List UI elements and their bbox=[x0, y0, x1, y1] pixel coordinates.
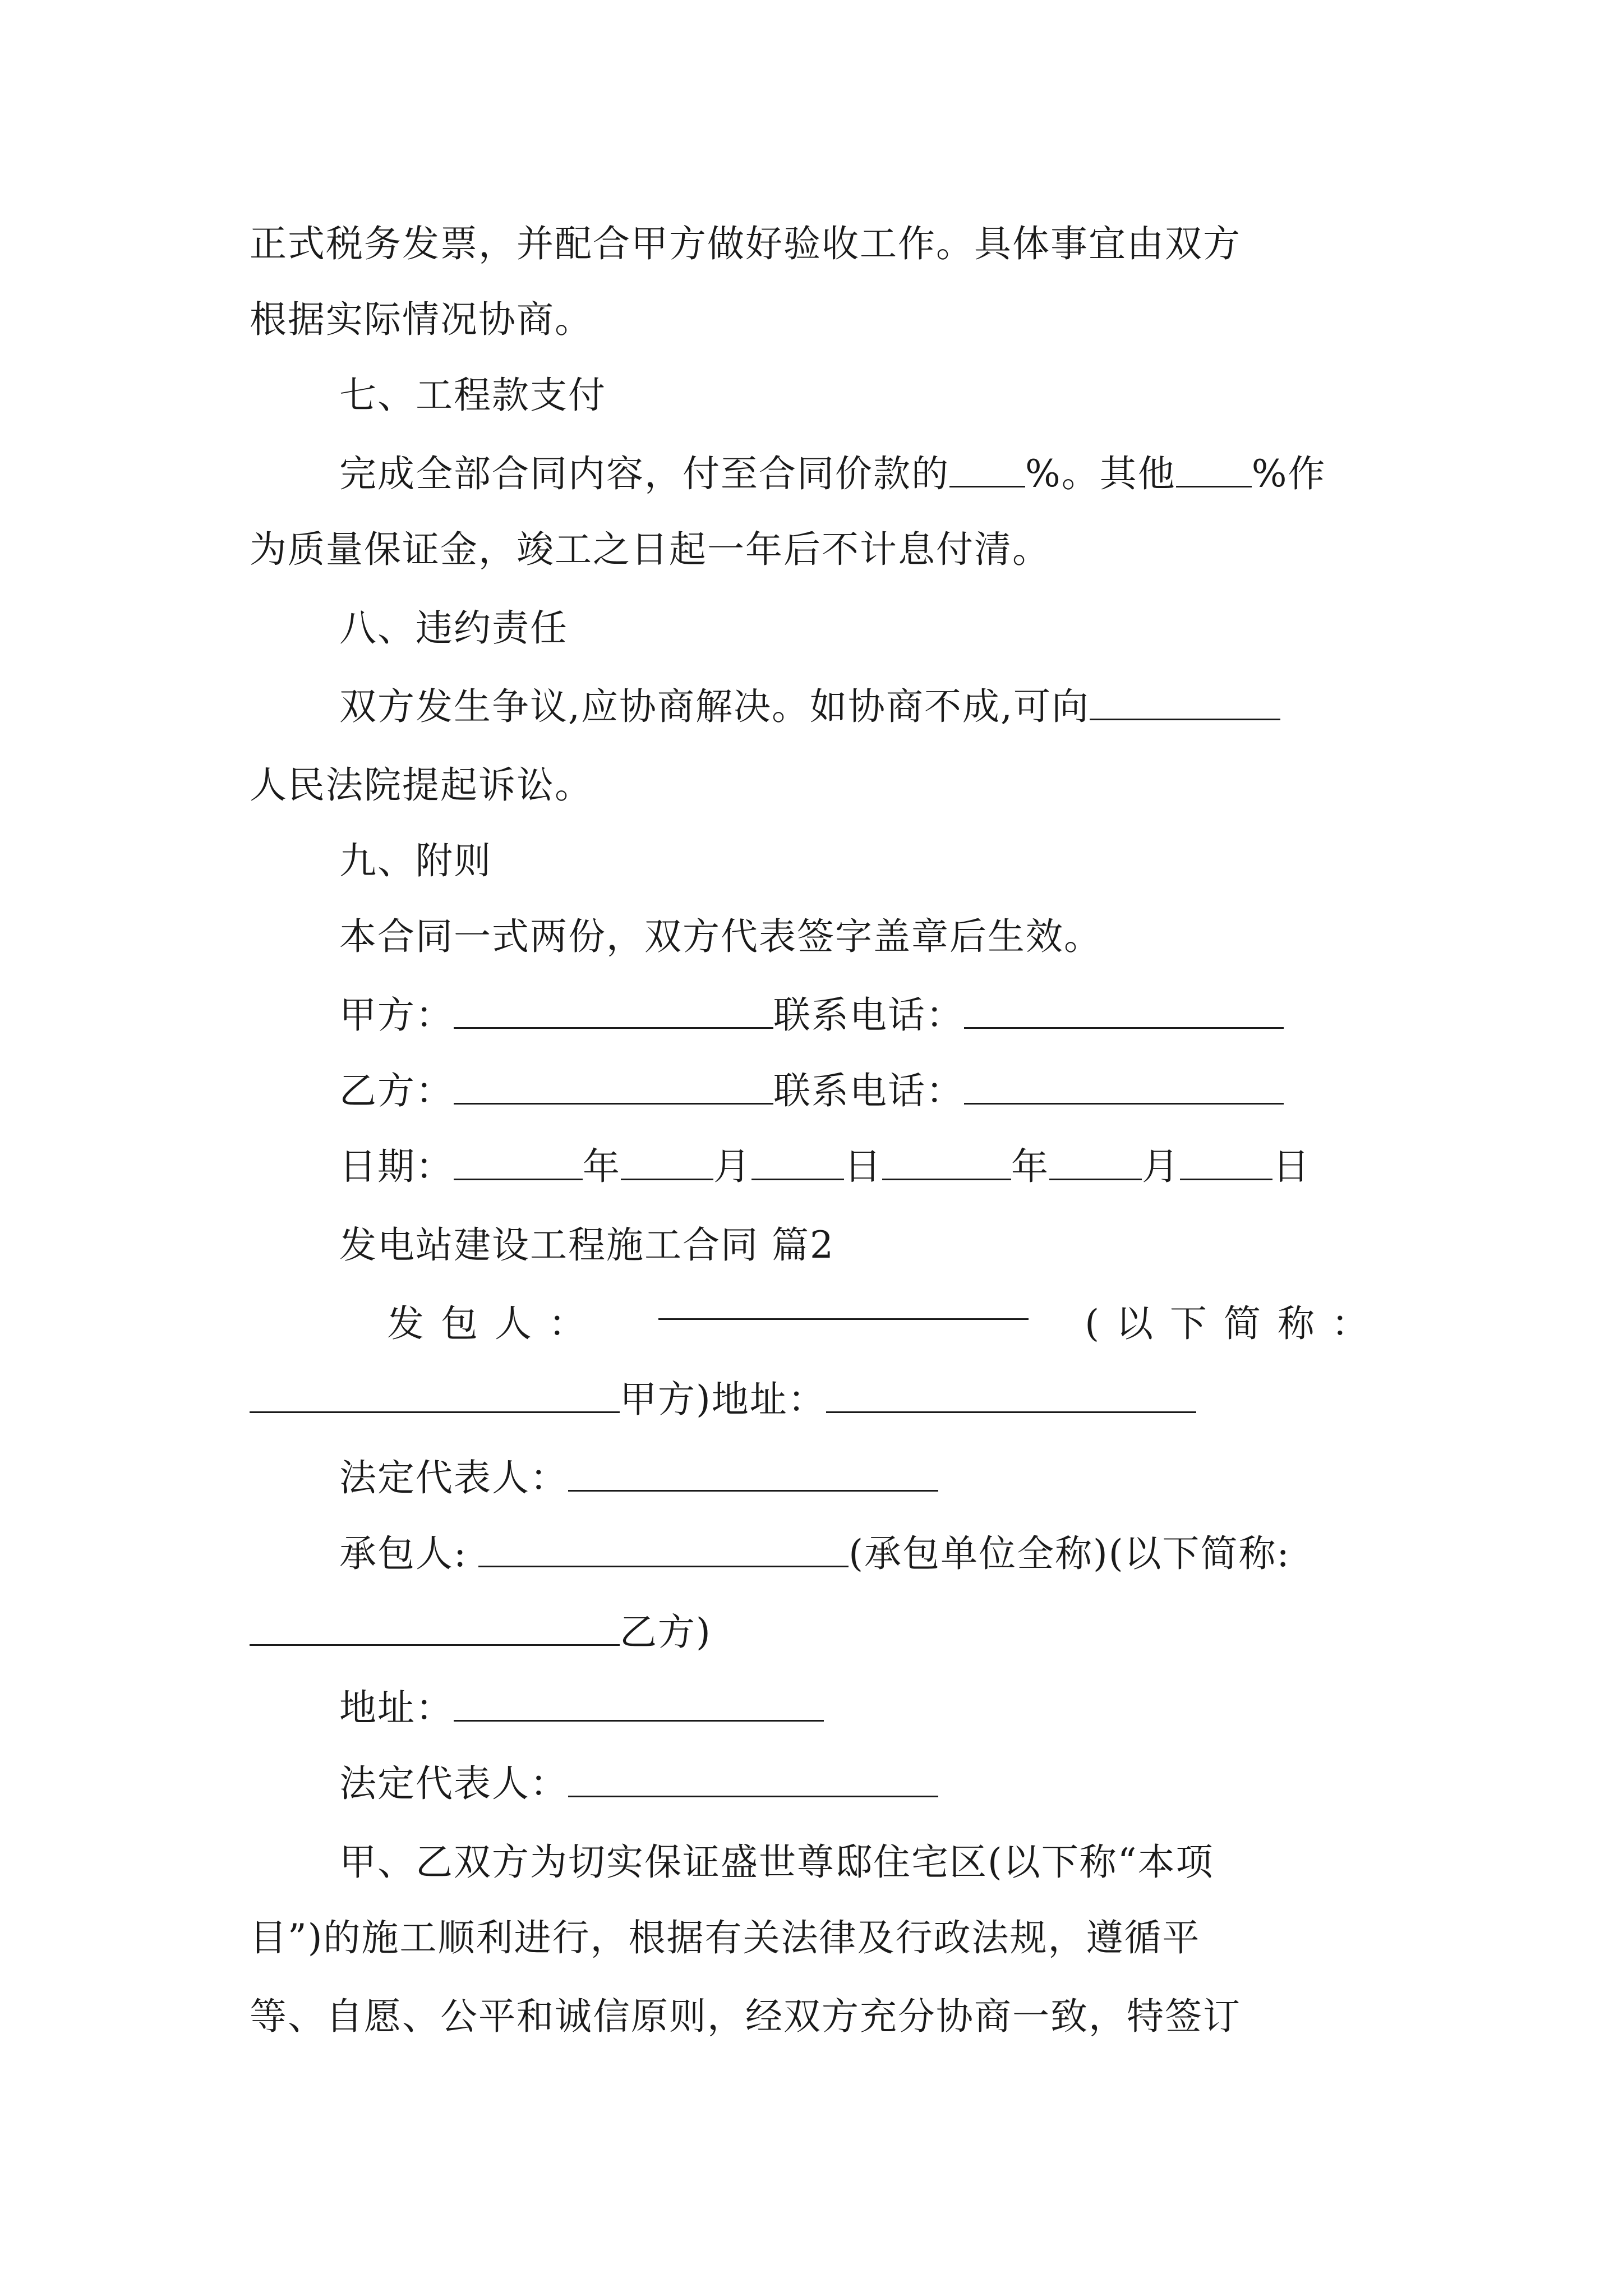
month-label: 月 bbox=[713, 1145, 751, 1188]
address-field[interactable] bbox=[454, 1686, 824, 1722]
month-label: 月 bbox=[1142, 1145, 1180, 1188]
contractor-label: 承包人: bbox=[339, 1532, 468, 1575]
address-field[interactable] bbox=[826, 1378, 1196, 1413]
abbrev-field[interactable] bbox=[250, 1611, 620, 1646]
month-field[interactable] bbox=[621, 1145, 713, 1180]
month-field[interactable] bbox=[1049, 1145, 1142, 1180]
legal-rep-label: 法定代表人： bbox=[339, 1762, 568, 1805]
year-field[interactable] bbox=[882, 1145, 1011, 1180]
party-a-label: 甲方： bbox=[339, 993, 454, 1037]
employer-label: 发包人： bbox=[387, 1302, 602, 1345]
text: 甲方)地址： bbox=[620, 1378, 826, 1421]
day-field[interactable] bbox=[1180, 1145, 1272, 1180]
paragraph-line: 本合同一式两份，双方代表签字盖章后生效。 bbox=[339, 915, 1102, 958]
blank-field[interactable] bbox=[949, 452, 1025, 487]
paragraph-line: 根据实际情况协商。 bbox=[250, 298, 593, 341]
legal-rep-row bbox=[339, 1439, 1385, 1517]
text: (以下简称： bbox=[1085, 1302, 1385, 1345]
legal-rep-label: 法定代表人： bbox=[339, 1456, 568, 1499]
party-b-row bbox=[339, 1052, 1385, 1130]
contractor-field[interactable] bbox=[478, 1532, 849, 1567]
party-b-label: 乙方： bbox=[339, 1069, 454, 1112]
address-row bbox=[339, 1669, 1385, 1747]
phone-label: 联系电话： bbox=[773, 993, 964, 1037]
year-field[interactable] bbox=[454, 1145, 583, 1180]
legal-rep-field[interactable] bbox=[568, 1762, 938, 1797]
legal-rep-row bbox=[339, 1745, 1385, 1823]
legal-rep-field[interactable] bbox=[568, 1456, 938, 1492]
date-label: 日期： bbox=[339, 1145, 454, 1188]
section-heading: 七、工程款支付 bbox=[339, 374, 606, 417]
text: %作 bbox=[1251, 452, 1326, 495]
paragraph-line bbox=[250, 1360, 1385, 1439]
contract-title: 发电站建设工程施工合同 篇2 bbox=[339, 1223, 834, 1267]
text: %。其他 bbox=[1025, 452, 1176, 495]
blank-field[interactable] bbox=[1090, 685, 1280, 720]
section-heading: 八、违约责任 bbox=[339, 606, 568, 650]
paragraph-line bbox=[339, 435, 1385, 513]
day-label: 日 bbox=[1272, 1145, 1311, 1188]
date-row bbox=[339, 1128, 1385, 1206]
party-a-field[interactable] bbox=[454, 993, 773, 1029]
phone-field[interactable] bbox=[964, 993, 1284, 1029]
paragraph-line bbox=[250, 1593, 1385, 1672]
address-label: 地址： bbox=[339, 1686, 454, 1729]
employer-field[interactable] bbox=[658, 1285, 1029, 1320]
paragraph-line: 为质量保证金，竣工之日起一年后不计息付清。 bbox=[250, 528, 1050, 571]
employer-row bbox=[387, 1285, 1385, 1363]
blank-field[interactable] bbox=[1176, 452, 1252, 487]
day-label: 日 bbox=[844, 1145, 882, 1188]
abbrev-field[interactable] bbox=[250, 1378, 620, 1413]
paragraph-line: 目”)的施工顺利进行，根据有关法律及行政法规，遵循平 bbox=[250, 1916, 1201, 1959]
text: 完成全部合同内容，付至合同价款的 bbox=[339, 452, 949, 495]
phone-field[interactable] bbox=[964, 1069, 1284, 1105]
day-field[interactable] bbox=[751, 1145, 844, 1180]
paragraph-line: 等、自愿、公平和诚信原则，经双方充分协商一致，特签订 bbox=[250, 1995, 1241, 2038]
party-a-row bbox=[339, 976, 1385, 1055]
party-b-field[interactable] bbox=[454, 1069, 773, 1105]
year-label: 年 bbox=[1011, 1145, 1049, 1188]
section-heading: 九、附则 bbox=[339, 839, 492, 882]
text: (承包单位全称)(以下简称: bbox=[849, 1532, 1290, 1575]
paragraph-line: 甲、乙双方为切实保证盛世尊邸住宅区(以下称“本项 bbox=[339, 1841, 1214, 1884]
phone-label: 联系电话： bbox=[773, 1069, 964, 1112]
paragraph-line: 正式税务发票，并配合甲方做好验收工作。具体事宜由双方 bbox=[250, 222, 1241, 265]
paragraph-line: 人民法院提起诉讼。 bbox=[250, 763, 593, 807]
paragraph-line bbox=[339, 668, 1385, 746]
text: 乙方) bbox=[620, 1611, 712, 1654]
text: 双方发生争议,应协商解决。如协商不成,可向 bbox=[339, 685, 1090, 728]
contractor-row bbox=[339, 1515, 1385, 1593]
year-label: 年 bbox=[583, 1145, 621, 1188]
